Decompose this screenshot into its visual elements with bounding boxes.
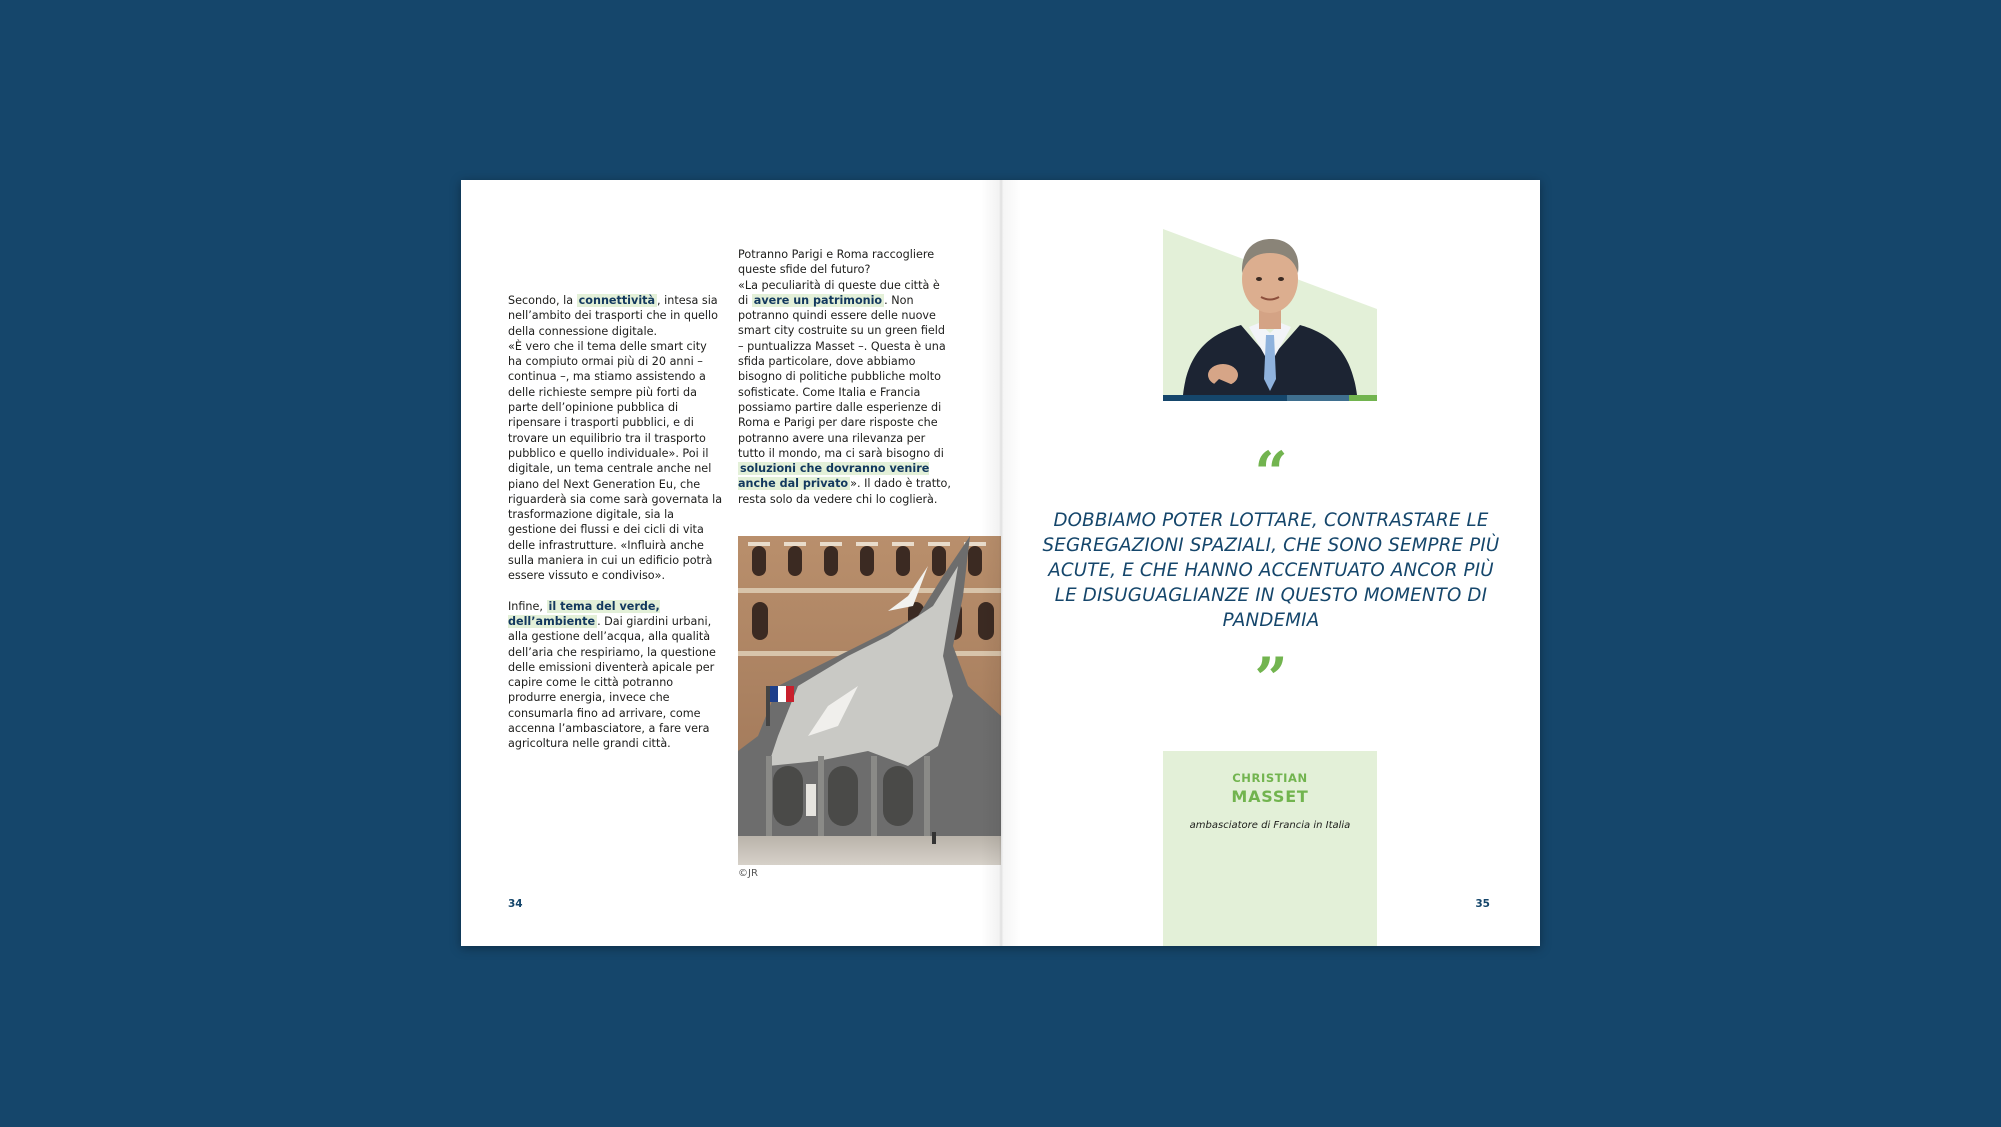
highlight-text: avere un patrimonio (753, 293, 883, 307)
close-quote-icon: ” (1254, 650, 1288, 690)
page-number: 35 (1475, 898, 1490, 910)
page-number: 34 (508, 898, 523, 910)
highlight-text: soluzioni che dovranno venire anche dal privato (738, 462, 930, 491)
pull-quote: DOBBIAMO POTER LOTTARE, CONTRASTARE LE SEGREGAZIONI SPAZIALI, CHE SONO SEMPRE PIÙ ACUTE, E CHE HANNO ACCENTUATO ANCOR PIÙ LE DISUGUAGLIANZE IN QUESTO MOMENTO DI PANDEMIA (1042, 510, 1500, 631)
paragraph: Infine, il tema del verde, dell’ambiente . Dai giardini urbani, alla gestione dell’acqua, alla qualità dell’aria che respiriamo, la questione delle emissioni diventerà apicale per capire come le città potranno produrre energia, invece che consumarla fino ad arrivare, come accenna l’ambasciatore, a fare vera agricoltura nelle grandi città. (508, 599, 716, 751)
palazzo-farnese-photo (738, 536, 1001, 865)
paragraph: Potranno Parigi e Roma raccogliere queste sfide del futuro? (738, 248, 935, 277)
paragraph: «La peculiarità di queste due città è di avere un patrimonio . Non potranno quindi essere delle nuove smart city costruite su un green field – puntualizza Masset –. Questa è una sfida particolare, dove abbiamo bisogno di politiche pubbliche molto sofisticate. Come Italia e Francia possiamo partire dalle esperienze di Roma e Parigi per dare risposte che potranno avere una rilevanza per tutto il mondo, ma ci sarà bisogno di soluzioni che dovranno venire anche dal privato ». Il dado è tratto, resta solo da vedere chi lo coglierà. (738, 278, 951, 506)
speaker-last-name: MASSET (1231, 787, 1309, 806)
highlight-text: il tema del verde, dell’ambiente (508, 599, 660, 628)
paragraph: Secondo, la connettività , intesa sia nell’ambito dei trasporti che in quello della connessione digitale. (508, 294, 718, 338)
highlight-text: connettività (578, 294, 656, 307)
speaker-first-name: CHRISTIAN (1232, 771, 1308, 785)
open-quote-icon: “ (1254, 444, 1288, 484)
right-page (1001, 180, 1540, 946)
speaker-portrait (1163, 229, 1377, 401)
photo-credit: ©JR (738, 868, 758, 879)
paragraph: «È vero che il tema delle smart city ha compiuto ormai più di 20 anni – continua –, ma stiamo assistendo a delle richieste sempre più forti da parte dell’opinione pubblica di ripensare i trasporti pubblici, e di trovare un equilibrio tra il trasporto pubblico e quello individuale». Poi il digitale, un tema centrale anche nel piano del Next Generation Eu, che riguarderà sia come sarà governata la trasformazione digitale, sia la gestione dei flussi e dei cicli di vita delle infrastrutture. «Influirà anche sulla maniera in cui un edificio potrà essere vissuto e condiviso». (508, 339, 723, 583)
right-text-column (738, 247, 953, 507)
magazine-spread (461, 180, 1540, 946)
speaker-role: ambasciatore di Francia in Italia (1189, 820, 1351, 831)
speaker-card (1163, 751, 1377, 946)
left-page (461, 180, 1001, 946)
left-text-column (508, 293, 723, 752)
